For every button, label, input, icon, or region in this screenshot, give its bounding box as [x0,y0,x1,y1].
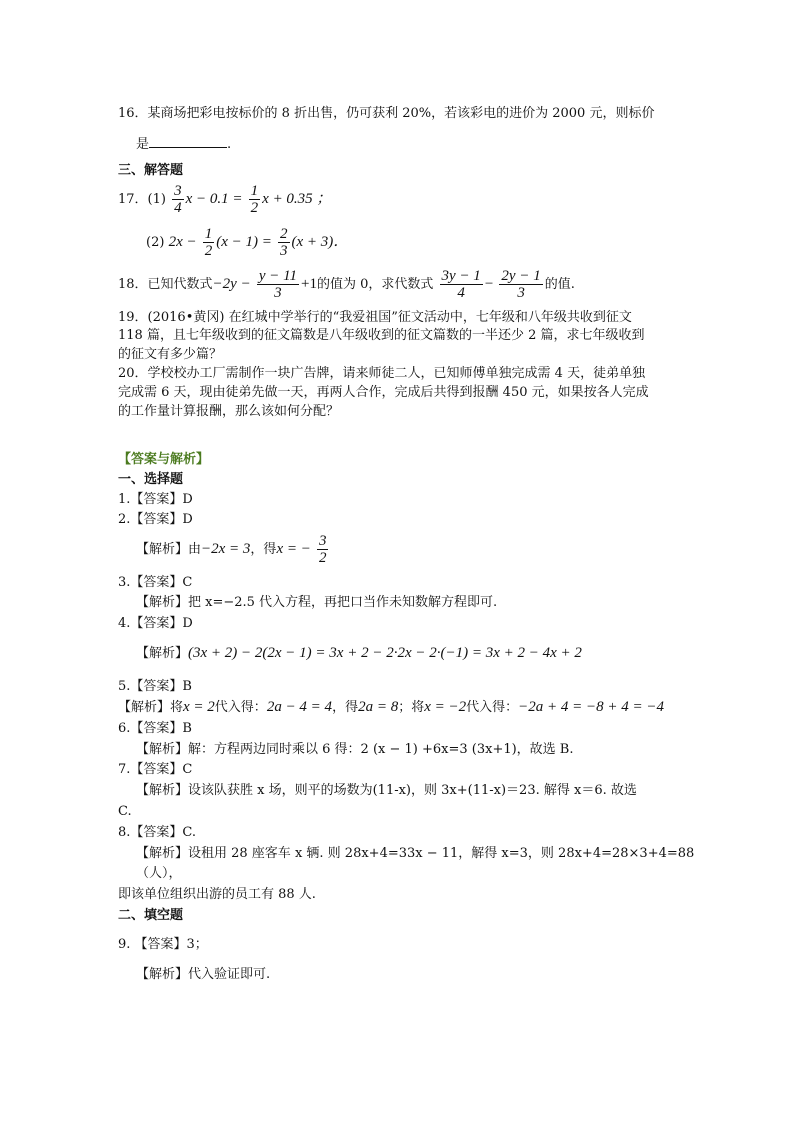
q18 [118,266,575,303]
q17-p2-head: 2x − [168,234,197,250]
q18-frac2: $\frac{3y - 1}{4}$ [441,268,481,301]
q17-p2-label: (2) [146,235,165,250]
q18-mid: 的值为 0，求代数式 [316,277,434,292]
answer-7-explanation-2: C. [118,804,132,819]
a5-e1: x = 2 [183,699,215,715]
answer-5-explanation [118,699,664,716]
q18-expr1: −2y − [212,276,251,292]
answer-9: 9. 【答案】3； [118,937,208,952]
q19-line2: 118 篇，且七年级收到的征文篇数是八年级收到的征文篇数的一半还少 2 篇，求七年级收到 [118,328,645,343]
answer-2-explanation [136,531,330,568]
q18-frac3: $\frac{2y - 1}{3}$ [501,268,541,301]
q17-label: 17．(1) [118,192,166,207]
q16-line2-suffix: . [227,137,232,152]
a5-p3: ，得 [332,700,359,715]
section-3-title: 三、解答题 [118,163,184,178]
answer-4-explanation [136,645,582,662]
a2-eq2: x = − [276,541,311,557]
q18-frac1: $\frac{y - 11}{3}$ [258,268,298,301]
q18-plus1: +1 [301,276,317,292]
answer-6-explanation: 【解析】解：方程两边同时乘以 6 得：2 (x − 1) +6x=3 (3x+1)，故选 B. [136,742,574,757]
q16-answer-blank[interactable] [149,135,227,148]
q17-p2-tail: (x + 3)． [291,234,349,250]
q16-line1: 16．某商场把彩电按标价的 8 折出售，仍可获利 20%，若该彩电的进价为 2000 元，则标价 [118,106,655,121]
answer-4: 4.【答案】D [118,616,193,631]
a5-e4: x = −2 [424,699,467,715]
a5-e3: 2a = 8 [358,699,399,715]
answer-5: 5.【答案】B [118,679,192,694]
answer-8: 8.【答案】C. [118,825,197,840]
a5-e2: 2a − 4 = 4 [266,699,333,715]
q17-p1-frac2: $\frac{1}{2}$ [250,183,259,216]
answer-8-explanation-1: 【解析】设租用 28 座客车 x 辆. 则 28x+4=33x − 11，解得 x=3，则 28x+4=28×3+4=88 [136,846,695,861]
answer-3: 3.【答案】C [118,575,193,590]
a2-eq1: −2x = 3 [201,541,251,557]
answer-8-explanation-2: （人）， [136,866,182,881]
a2-mid: ，得 [250,542,277,557]
q16-line2-prefix: 是 [136,137,150,152]
q17-p1-tail: x + 0.35 ； [262,191,332,207]
answers-title: 【答案与解析】 [118,452,210,467]
q17-p2-frac2: $\frac{2}{3}$ [280,226,288,259]
a5-e5: −2a + 4 = −8 + 4 = −4 [518,699,664,715]
answer-6: 6.【答案】B [118,721,192,736]
q19-line3: 的征文有多少篇？ [118,347,223,362]
q17-part1 [118,181,331,218]
a2-frac: $\frac{3}{2}$ [318,533,327,566]
a5-p5: 代入得： [466,700,519,715]
a2-jx-label: 【解析】由 [136,542,202,557]
q18-minus: − [484,276,494,292]
answer-9-explanation: 【解析】代入验证即可. [136,967,271,982]
answer-1: 1.【答案】D [118,492,193,507]
q18-head: 18．已知代数式 [118,277,213,292]
q18-tail: 的值. [544,277,575,292]
q20-line1: 20．学校校办工厂需制作一块广告牌，请来师徒二人，已知师傅单独完成需 4 天，徒弟单独 [118,366,646,381]
q16-line2 [136,135,231,153]
section-2-title: 二、填空题 [118,908,184,923]
answer-8-explanation-3: 即该单位组织出游的员工有 88 人. [118,887,316,902]
q20-line3: 的工作量计算报酬，那么该如何分配？ [118,404,340,419]
section-1-title: 一、选择题 [118,472,184,487]
q17-p2-frac1: $\frac{1}{2}$ [204,226,213,259]
a4-eq: (3x + 2) − 2(2x − 1) = 3x + 2 − 2·2x − 2·(−1) = 3x + 2 − 4x + 2 [188,645,582,661]
answer-3-explanation: 【解析】把 x=−2.5 代入方程，再把口当作未知数解方程即可. [136,595,498,610]
q17-p1-mid: x − 0.1 = [185,191,243,207]
q17-p2-mid: (x − 1) = [216,234,272,250]
a5-p1: 【解析】将 [118,700,184,715]
answer-7-explanation-1: 【解析】设该队获胜 x 场，则平的场数为(11-x)，则 3x+(11-x)＝23. 解得 x＝6. 故选 [136,783,637,798]
a4-jx-label: 【解析】 [136,646,189,661]
q17-p1-frac1: $\frac{3}{4}$ [174,183,182,216]
q19-line1: 19．(2016•黄冈) 在红城中学举行的“我爱祖国”征文活动中，七年级和八年级共收到征文 [118,310,632,325]
answer-7: 7.【答案】C [118,762,193,777]
a5-p2: 代入得： [214,700,267,715]
a5-p4: ；将 [398,700,425,715]
q20-line2: 完成需 6 天，现由徒弟先做一天，再两人合作，完成后共得到报酬 450 元，如果按各人完成 [118,385,649,400]
q17-part2 [146,224,348,261]
answer-2: 2.【答案】D [118,512,193,527]
